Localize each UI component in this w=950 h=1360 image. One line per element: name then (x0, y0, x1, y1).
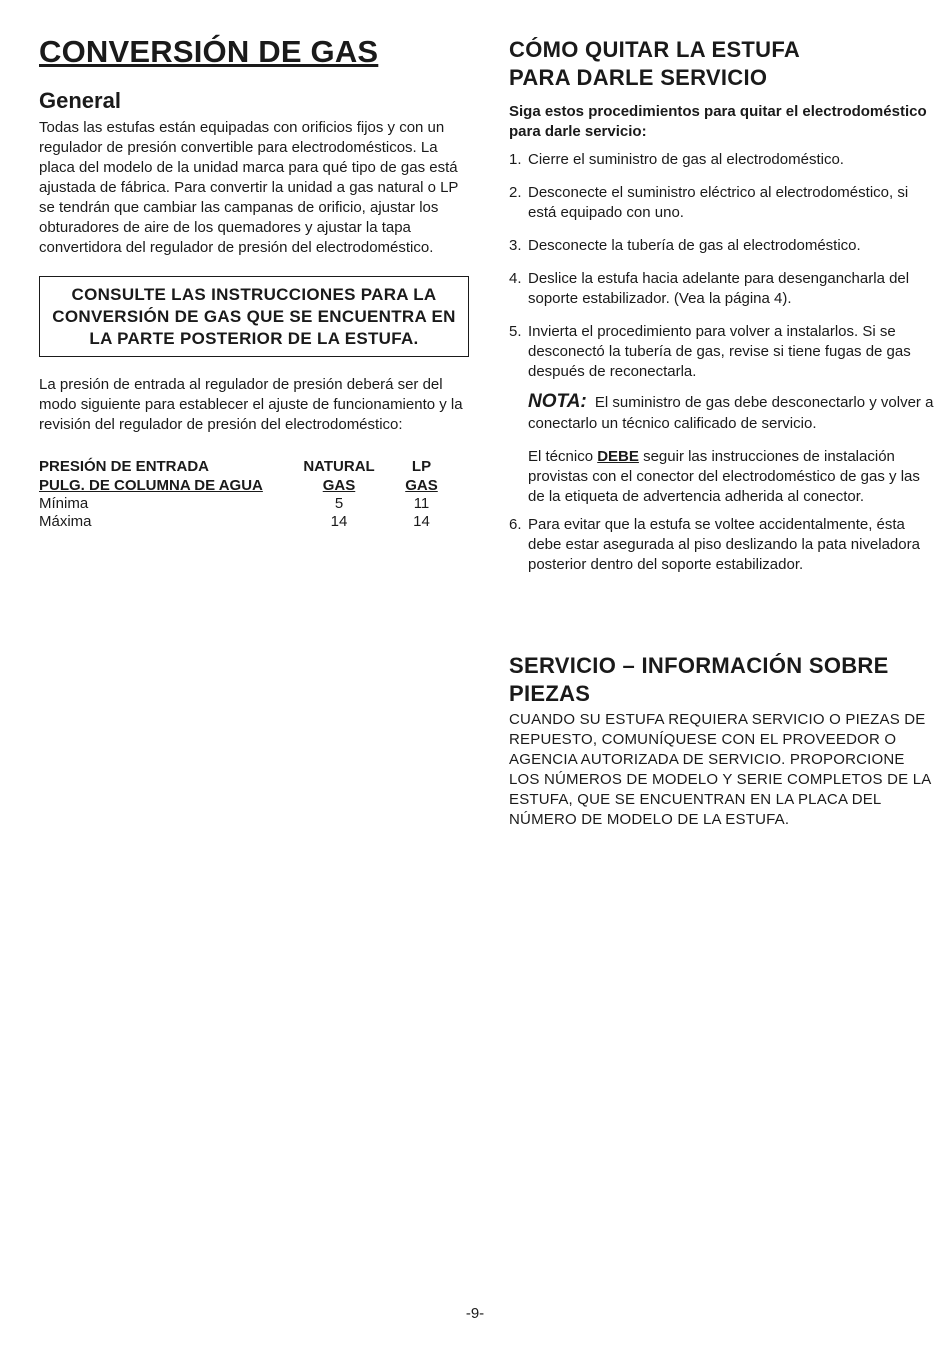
list-item (509, 269, 937, 309)
technician-paragraph (528, 447, 937, 507)
list-item (509, 515, 937, 575)
table-row (39, 513, 459, 531)
step-number: 1. (509, 151, 522, 168)
list-item (509, 150, 937, 170)
step-text: Invierta el procedimiento para volver a instalarlos. Si se desconectó la tubería de gas, revise si tiene fugas de gas después de reconectarla. (528, 323, 911, 380)
step-text: Desconecte la tubería de gas al electrodoméstico. (528, 237, 861, 254)
pressure-paragraph: La presión de entrada al regulador de presión deberá ser del modo siguiente para establecer el ajuste de funcionamiento y la revisión del regulador de presión del electrodoméstico: (39, 376, 463, 433)
conversion-notice-box (39, 276, 469, 357)
step-number: 6. (509, 516, 522, 533)
removal-title-line-1: CÓMO QUITAR LA ESTUFA (509, 37, 801, 62)
note-text: El suministro de gas debe desconectarlo y volver a conectarlo un técnico calificado de servicio. (528, 394, 934, 432)
cell-natural-maximum: 14 (330, 513, 348, 530)
header-water-column: PULG. DE COLUMNA DE AGUA (39, 477, 263, 494)
left-column (39, 34, 469, 531)
header-natural-gas: GAS (322, 477, 356, 494)
general-heading: General (39, 88, 121, 113)
list-item (509, 322, 937, 382)
step-text: Para evitar que la estufa se voltee accidentalmente, ésta debe estar asegurada al piso deslizando la pata niveladora posterior dentro del soporte estabilizador. (528, 516, 920, 573)
header-natural: NATURAL (303, 458, 375, 475)
header-lp-gas: GAS (405, 477, 438, 494)
page-number: -9- (465, 1305, 485, 1322)
table-header-row (39, 457, 459, 476)
header-inlet-pressure: PRESIÓN DE ENTRADA (39, 458, 210, 475)
cell-lp-maximum: 14 (413, 513, 430, 530)
step-number: 4. (509, 270, 522, 287)
table-row (39, 495, 459, 513)
removal-steps-list-continued (509, 515, 937, 575)
cell-lp-minimum: 11 (413, 495, 430, 512)
general-paragraph: Todas las estufas están equipadas con orificios fijos y con un regulador de presión convertible para electrodomésticos. La placa del modelo de la unidad marca para qué tipo de gas está ajustada de fábrica. Para convertir la unidad a gas natural o LP se tendrán que cambiar las campanas de orificio, ajustar los obturadores de aire de los quemadores y ajustar la tapa convertidora del regulador de presión del electrodoméstico. (39, 119, 459, 256)
pressure-table (39, 457, 459, 531)
cell-natural-minimum: 5 (334, 495, 344, 512)
header-lp: LP (411, 458, 432, 475)
table-header-row (39, 476, 459, 495)
technician-suffix: seguir las instrucciones de instalación provistas con el conector del electrodoméstico de gas y las de la etiqueta de advertencia adherida al conector. (528, 448, 920, 505)
service-section (509, 652, 939, 830)
step-number: 2. (509, 184, 522, 201)
list-item (509, 236, 937, 256)
conversion-notice-text: CONSULTE LAS INSTRUCCIONES PARA LA CONVERSIÓN DE GAS QUE SE ENCUENTRA EN LA PARTE POSTERIOR DE LA ESTUFA. (52, 285, 456, 348)
row-label-minimum: Mínima (39, 495, 89, 512)
technician-must: DEBE (597, 448, 639, 465)
removal-title (509, 36, 937, 92)
note-paragraph (528, 391, 937, 434)
removal-title-line-2: PARA DARLE SERVICIO (509, 65, 768, 90)
list-item (509, 183, 937, 223)
right-column (509, 36, 937, 588)
removal-steps-list (509, 150, 937, 382)
step-text: Deslice la estufa hacia adelante para desengancharla del soporte estabilizador. (Vea la página 4). (528, 270, 910, 307)
step-number: 3. (509, 237, 522, 254)
row-label-maximum: Máxima (39, 513, 92, 530)
removal-intro: Siga estos procedimientos para quitar el electrodoméstico para darle servicio: (509, 103, 927, 140)
step-text: Cierre el suministro de gas al electrodoméstico. (528, 151, 844, 168)
step-text: Desconecte el suministro eléctrico al electrodoméstico, si está equipado con uno. (528, 184, 909, 221)
technician-prefix: El técnico (528, 448, 594, 465)
service-title: SERVICIO – INFORMACIÓN SOBRE PIEZAS (509, 653, 889, 706)
service-paragraph: CUANDO SU ESTUFA REQUIERA SERVICIO O PIEZAS DE REPUESTO, COMUNÍQUESE CON EL PROVEEDOR O AGENCIA AUTORIZADA DE SERVICIO. PROPORCIONE LOS NÚMEROS DE MODELO Y SERIE COMPLETOS DE LA ESTUFA, QUE SE ENCUENTRAN EN LA PLACA DEL NÚMERO DE MODELO DE LA ESTUFA. (509, 711, 931, 828)
step-number: 5. (509, 323, 522, 340)
note-label: NOTA: (528, 391, 587, 412)
page-title: CONVERSIÓN DE GAS (39, 34, 379, 69)
